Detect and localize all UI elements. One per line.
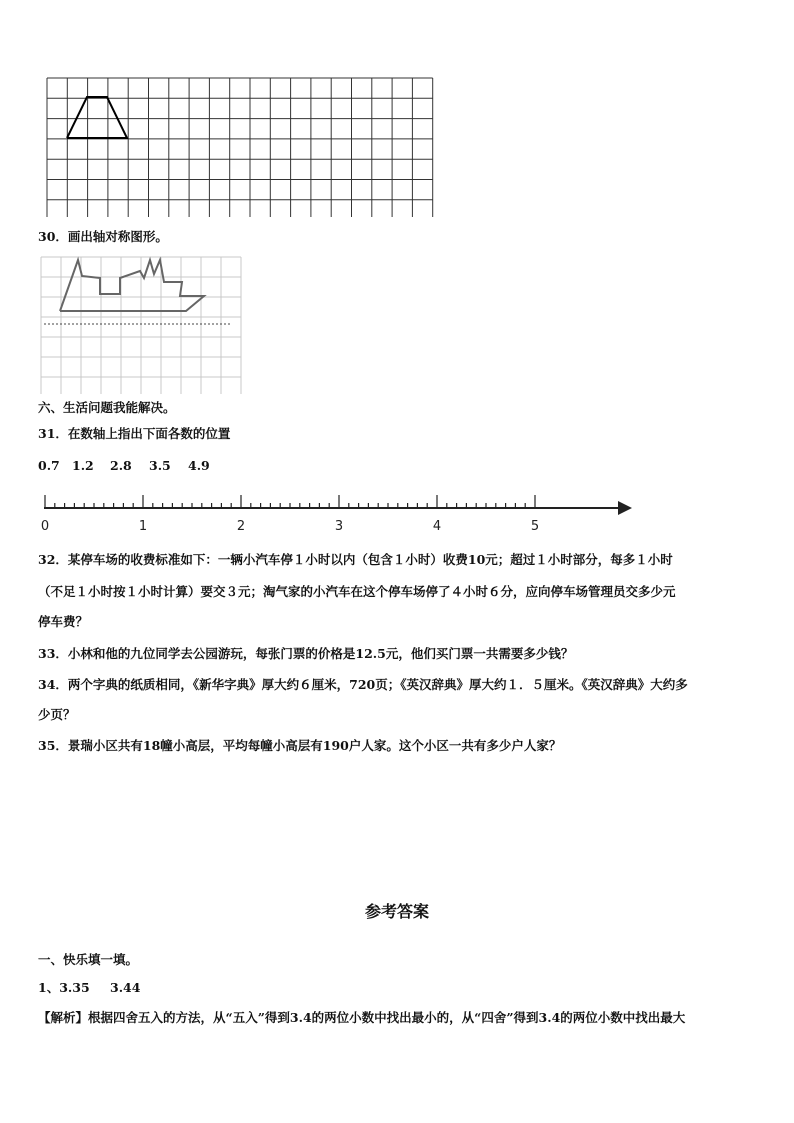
section-6-heading: 六、生活问题我能解决。 <box>38 400 176 415</box>
number-item: 0.7 <box>38 458 60 473</box>
question-32-line2: （不足１小时按１小时计算）要交３元；淘气家的小汽车在这个停车场停了４小时６分，应向停车场管理员交多少元 <box>38 584 676 599</box>
number-item: 4.9 <box>188 458 210 473</box>
question-32-line1: 32．某停车场的收费标准如下：一辆小汽车停１小时以内（包含１小时）收费10元；超过１小时部分，每多１小时 <box>38 552 673 567</box>
axis-label: 1 <box>138 519 148 534</box>
answers-title: 参考答案 <box>364 902 429 921</box>
question-30: 30．画出轴对称图形。 <box>38 229 168 244</box>
axis-label: 0 <box>40 519 50 534</box>
analysis-text: 根据四舍五入的方法，从“五入”得到3.4的两位小数中找出最小的，从“四舍”得到3.4的两位小数中找出最大 <box>88 1010 686 1025</box>
answers-section-1: 一、快乐填一填。 <box>38 952 139 967</box>
axis-label: 3 <box>334 519 344 534</box>
question-35: 35．景瑞小区共有18幢小高层，平均每幢小高层有190户人家。这个小区一共有多少户人家？ <box>38 738 562 753</box>
question-31: 31．在数轴上指出下面各数的位置 <box>38 426 231 441</box>
question-32-line3: 停车费？ <box>38 614 89 629</box>
answer-1-value-1: 1、3.35 <box>38 980 90 995</box>
answer-1-value-2: 3.44 <box>110 980 141 995</box>
axis-label: 2 <box>236 519 246 534</box>
analysis-line <box>38 1010 685 1026</box>
question-33: 33．小林和他的九位同学去公园游玩，每张门票的价格是12.5元，他们买门票一共需要多少钱？ <box>38 646 574 661</box>
question-34-line2: 少页？ <box>38 707 76 722</box>
trapezoid-shape <box>67 97 127 138</box>
axis-label: 4 <box>432 519 442 534</box>
number-item: 2.8 <box>110 458 132 473</box>
number-item: 3.5 <box>149 458 171 473</box>
grid-trapezoid <box>46 77 436 217</box>
analysis-tag: 【解析】 <box>38 1010 89 1025</box>
number-list <box>38 458 238 474</box>
number-line <box>36 492 636 534</box>
question-34-line1: 34．两个字典的纸质相同，《新华字典》厚大约６厘米，720页；《英汉辞典》厚大约１．５厘米。《英汉辞典》大约多 <box>38 677 688 692</box>
axis-label: 5 <box>530 519 540 534</box>
ship-half-shape <box>60 260 204 311</box>
number-item: 1.2 <box>72 458 94 473</box>
arrow-head-icon <box>618 501 632 515</box>
grid-symmetry <box>40 256 246 394</box>
